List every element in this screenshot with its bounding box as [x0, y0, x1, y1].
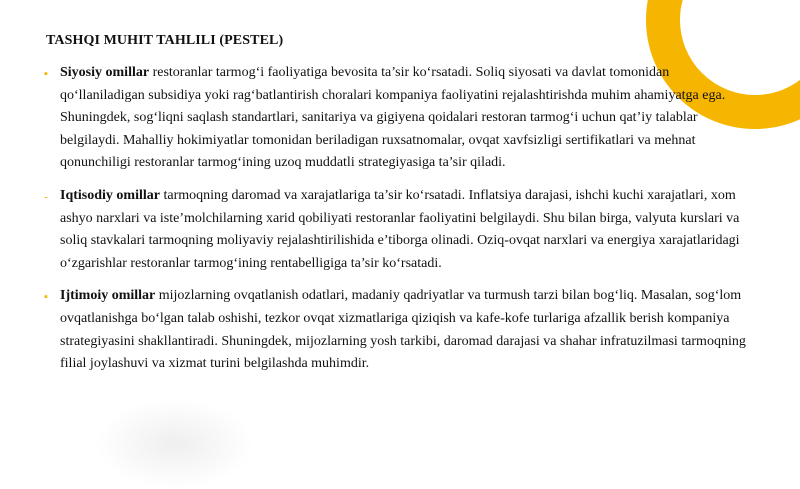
paragraph-social	[60, 285, 746, 375]
list-item-social	[46, 285, 746, 375]
text-economic: tarmoqning daromad va xarajatlariga ta’sir ko‘rsatadi. Inflatsiya darajasi, ishchi kuchi xarajatlari, xom ashyo narxlari va iste’molchilarning xarid qobiliyati restoranlar faoliyatini belgilaydi. Shu bilan birga, valyuta kurslari va soliq stavkalari tarmoqning moliyaviy rejalashtirilishida e’tiborga olinadi. Oziq-ovqat narxlari va energiya xarajatlaridagi o‘zgarishlar restoranlar tarmog‘ining rentabelligiga ta’sir ko‘rsatadi.	[60, 187, 740, 271]
term-social: Ijtimoiy omillar	[60, 288, 156, 304]
term-economic: Iqtisodiy omillar	[60, 187, 160, 203]
list-item-political	[46, 62, 746, 175]
list-item-economic	[46, 185, 746, 275]
bullet-icon: ▪	[44, 291, 48, 304]
bullet-icon: ▪	[44, 68, 48, 80]
slide-heading: TASHQI MUHIT TAHLILI (PESTEL)	[46, 33, 284, 48]
paragraph-political	[60, 62, 746, 175]
term-political: Siyosiy omillar	[60, 65, 150, 80]
paragraph-economic	[60, 185, 746, 275]
text-political: restoranlar tarmog‘i faoliyatiga bevosita ta’sir ko‘rsatadi. Soliq siyosati va davlat tomonidan qo‘llaniladigan subsidiya yoki rag‘batlantirish choralari kompaniya faoliyatini rejalashtirishda muhim ahamiyatga ega. Shuningdek, sog‘liqni saqlash standartlari, sanitariya va gigiyena qoidalari restoran tarmog‘i uchun qat’iy talablar belgilaydi. Mahalliy hokimiyatlar tomonidan beriladigan ruxsatnomalar, ovqat xavfsizligi sertifikatlari va mehnat qonunchiligi restoranlar tarmog‘ining uzoq muddatli strategiyasiga ta’sir qiladi.	[60, 65, 726, 171]
decorative-shadow	[95, 399, 255, 489]
slide-content	[46, 33, 746, 386]
bullet-icon: -	[44, 190, 48, 203]
text-social: mijozlarning ovqatlanish odatlari, madaniy qadriyatlar va turmush tarzi bilan bog‘liq. Masalan, sog‘lom ovqatlanishga bo‘lgan talab oshishi, tezkor ovqat xizmatlariga qiziqish va kafe-kofe turlariga afzallik berish kompaniya strategiyasini shakllantiradi. Shuningdek, mijozlarning yosh tarkibi, daromad darajasi va shahar infratuzilmasi tarmoqning filial joylashuvi va xizmat turini belgilashda muhimdir.	[60, 288, 746, 372]
